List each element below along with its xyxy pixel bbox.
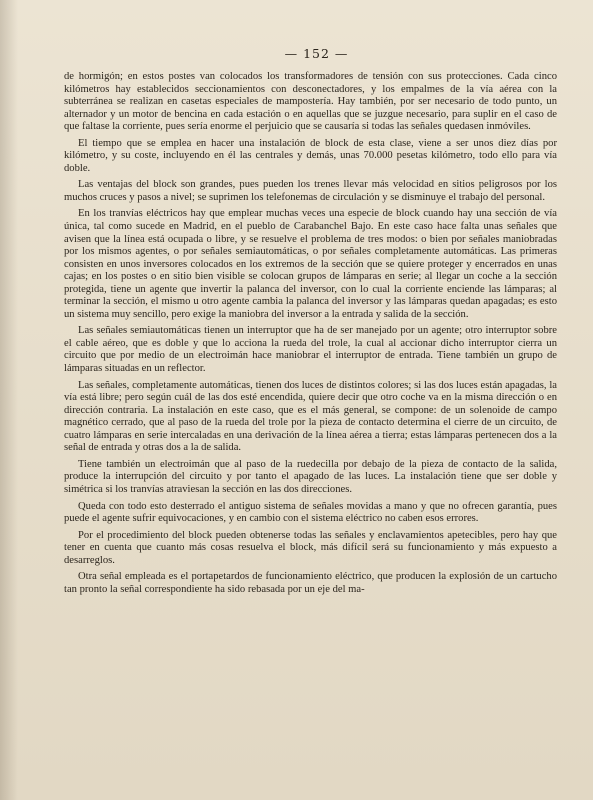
paragraph-7: Tiene también un electroimán que al paso de la ruedecilla por debajo de la pieza de contacto de la salida, produce la interrupción del circuito y por tanto el apagado de las luces. La instalación tiene que ser doble y simétrica si los tranvías atraviesan la sección en las dos direcciones.: [64, 458, 557, 495]
page-number: — 152 —: [284, 46, 349, 61]
paragraph-2: El tiempo que se emplea en hacer una instalación de block de esta clase, viene a ser unos diez días por kilómetro, y su coste, incluyendo en él las centrales y demás, unas 70.000 pesetas kilómetro, todo ello para vía doble.: [64, 137, 557, 174]
paragraph-9: Por el procedimiento del block pueden obtenerse todas las señales y enclavamientos apetecibles, pero hay que tener en cuenta que cuanto más cosas resuelva el block, más difícil será su funcionamiento y más expuesto a desarreglos.: [64, 529, 557, 566]
paragraph-4: En los tranvías eléctricos hay que emplear muchas veces una especie de block cuando hay una sección de vía única, tal como sucede en Madrid, en el pueblo de Carabanchel Bajo. En este caso hace falta unas señales que avisen que la línea está ocupada o libre, y se resuelve el problema de tres modos: o bien por señales maniobradas por los mismos agentes, o por señales semiautomáticas, o por señales completamente automáticas. Las primeras consisten en unos inversores colocados en los extremos de la sección que se quiere proteger y encerrados en unas cajas; en los postes o en sitio bien visible se colocan grupos de lámparas en serie; al llegar un coche a la sección protegida, tiene un agente que invertir la palanca del inversor, con lo cual la corriente enciende las lámparas; al terminar la sección, el mismo u otro agente cambia la palanca del inversor y las lámparas quedan apagadas; es esto un sistema muy sencillo, pero exige la maniobra del inversor a la entrada y salida de la sección.: [64, 208, 557, 320]
paragraph-10: Otra señal empleada es el portapetardos de funcionamiento eléctrico, que producen la explosión de un cartucho tan pronto la señal correspondiente ha sido rebasada por un eje del ma-: [64, 571, 557, 595]
paragraph-8: Queda con todo esto desterrado el antiguo sistema de señales movidas a mano y que no ofrecen garantía, pues puede el agente sufrir equivocaciones, y en cambio con el sistema eléctrico no caben esos errores.: [64, 500, 557, 525]
page-spine-shadow: [0, 0, 18, 800]
paragraph-6: Las señales, completamente automáticas, tienen dos luces de distintos colores; si las dos luces están apagadas, la vía está libre; pero según cuál de las dos esté encendida, quiere decir que otro coche va en la misma dirección o en dirección contraria. La instalación en este caso, que es el más general, se compone: de un solenoide de campo magnético cerrado, que al paso de la rueda del trole por la pieza de contacto determina el cierre de un circuito, de cuatro lámparas en serie intercaladas en una derivación de la línea aérea a tierra; estas lámparas pertenecen dos a la señal de entrada y otras dos a la de salida.: [64, 379, 557, 454]
paragraph-5: Las señales semiautomáticas tienen un interruptor que ha de ser manejado por un agente; otro interruptor sobre el cable aéreo, que es doble y que lo acciona la rueda del trole, la cual al accionar dicho interruptor cierra un circuito que por medio de un electroimán hace maniobrar el interruptor de entrada. Tiene también un grupo de lámparas situadas en un reflector.: [64, 325, 557, 375]
paragraph-3: Las ventajas del block son grandes, pues pueden los trenes llevar más velocidad en sitios peligrosos por los muchos cruces y pasos a nivel; se suprimen los telefonemas de circulación y se disminuye el trabajo del personal.: [64, 179, 557, 203]
paragraph-1: de hormigón; en estos postes van colocados los transformadores de tensión con sus protecciones. Cada cinco kilómetros hay establecidos seccionamientos con desconectadores, y los empalmes de la vía aérea con la subterránea se realizan en casetas especiales de mampostería. Hay también, por ser necesario de todo punto, un alternador y un motor de bencina en cada estación o en aquellas que se juzgue necesario, para suplir en el caso de que faltase la corriente, pues sería enorme el perjuicio que se causaría si todas las señales quedasen inmóviles.: [64, 71, 557, 133]
